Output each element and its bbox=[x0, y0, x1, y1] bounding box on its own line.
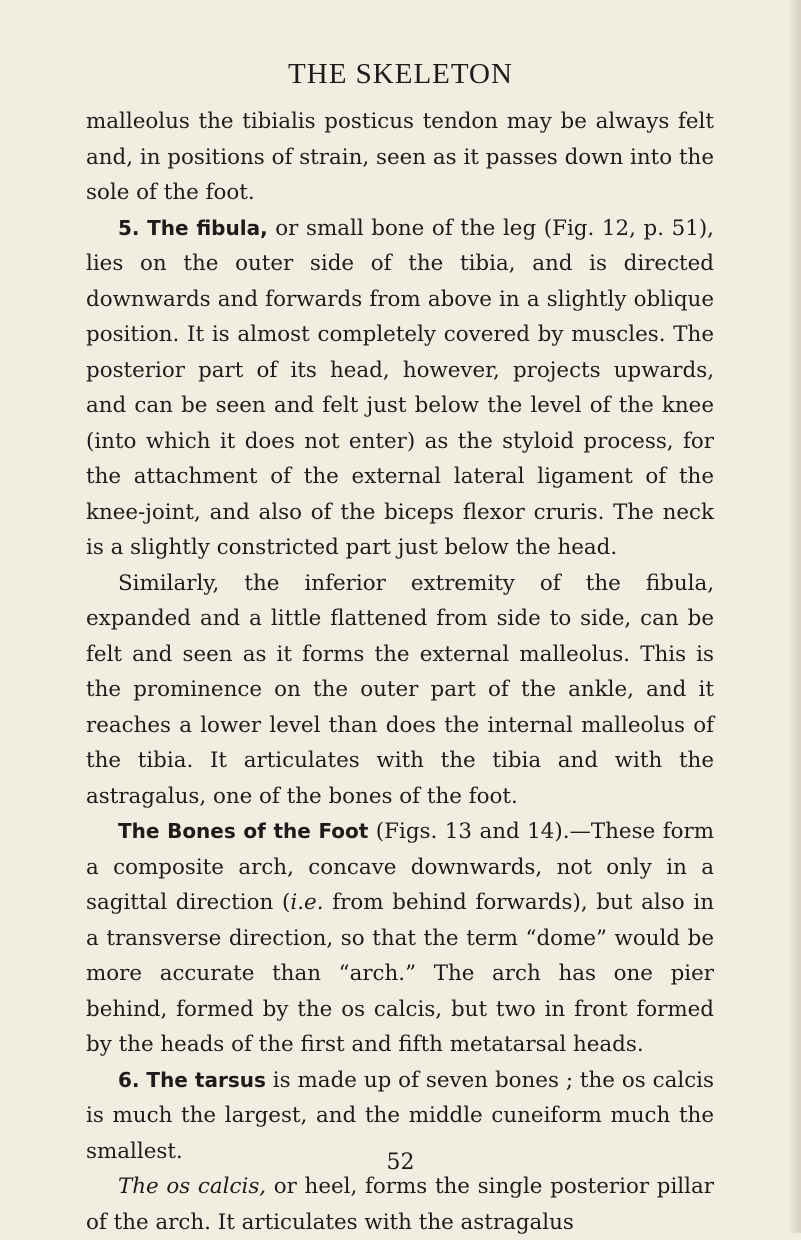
paragraph-1: malleolus the tibialis posticus tendon may be always felt and, in positions of strain, seen as it passes down into the sole of the foot. bbox=[86, 109, 714, 205]
section-number: 6. bbox=[118, 1067, 140, 1092]
body-text bbox=[86, 104, 714, 1240]
paragraph-2 bbox=[86, 211, 714, 566]
paragraph-5-text: is made up of seven bones ; the os calcis is much the largest, and the middle cuneiform much the smallest. bbox=[86, 1067, 714, 1164]
paragraph-4-text-b: from behind forwards), but also in a transverse direction, so that the term “dome” would be more accurate than “arch.” The arch has one pier behind, formed by the os calcis, but two in front formed by the heads of the first and fifth metatarsal heads. bbox=[86, 890, 714, 1057]
paragraph-4-italic: i.e. bbox=[290, 890, 324, 915]
running-head: THE SKELETON bbox=[288, 58, 513, 90]
section-heading-fibula: The fibula, bbox=[147, 215, 268, 240]
page-number: 52 bbox=[386, 1150, 415, 1175]
paragraph-2-text: or small bone of the leg (Fig. 12, p. 51), lies on the outer side of the tibia, and is directed downwards and forwards from above in a slightly oblique position. It is almost completely covered by muscles. The posterior part of its head, however, projects upwards, and can be seen and felt just below the level of the knee (into which it does not enter) as the styloid process, for the attachment of the external lateral ligament of the knee-joint, and also of the biceps flexor cruris. The neck is a slightly constricted part just below the head. bbox=[86, 215, 714, 560]
paragraph-6-italic-lead: The os calcis, bbox=[118, 1174, 267, 1199]
paragraph-3: Similarly, the inferior extremity of the fibula, expanded and a little flattened from side to side, can be felt and seen as it forms the external malleolus. This is the prominence on the outer part of the ankle, and it reaches a lower level than does the internal malleolus of the tibia. It articulates with the tibia and with the astragalus, one of the bones of the foot. bbox=[86, 570, 714, 809]
paragraph-4-text-a: (Figs. 13 and 14).—These form a composite arch, concave downwards, not only in a sagittal direction ( bbox=[86, 819, 714, 915]
page-edge-shadow bbox=[787, 0, 801, 1233]
paragraph-6-text: or heel, forms the single posterior pillar of the arch. It articulates with the astragalus bbox=[86, 1174, 714, 1235]
section-number: 5. bbox=[118, 215, 140, 240]
paragraph-4 bbox=[86, 814, 714, 1063]
paragraph-6 bbox=[86, 1169, 714, 1240]
section-heading-tarsus: The tarsus bbox=[146, 1067, 266, 1092]
section-heading-bones-of-foot: The Bones of the Foot bbox=[118, 819, 369, 843]
